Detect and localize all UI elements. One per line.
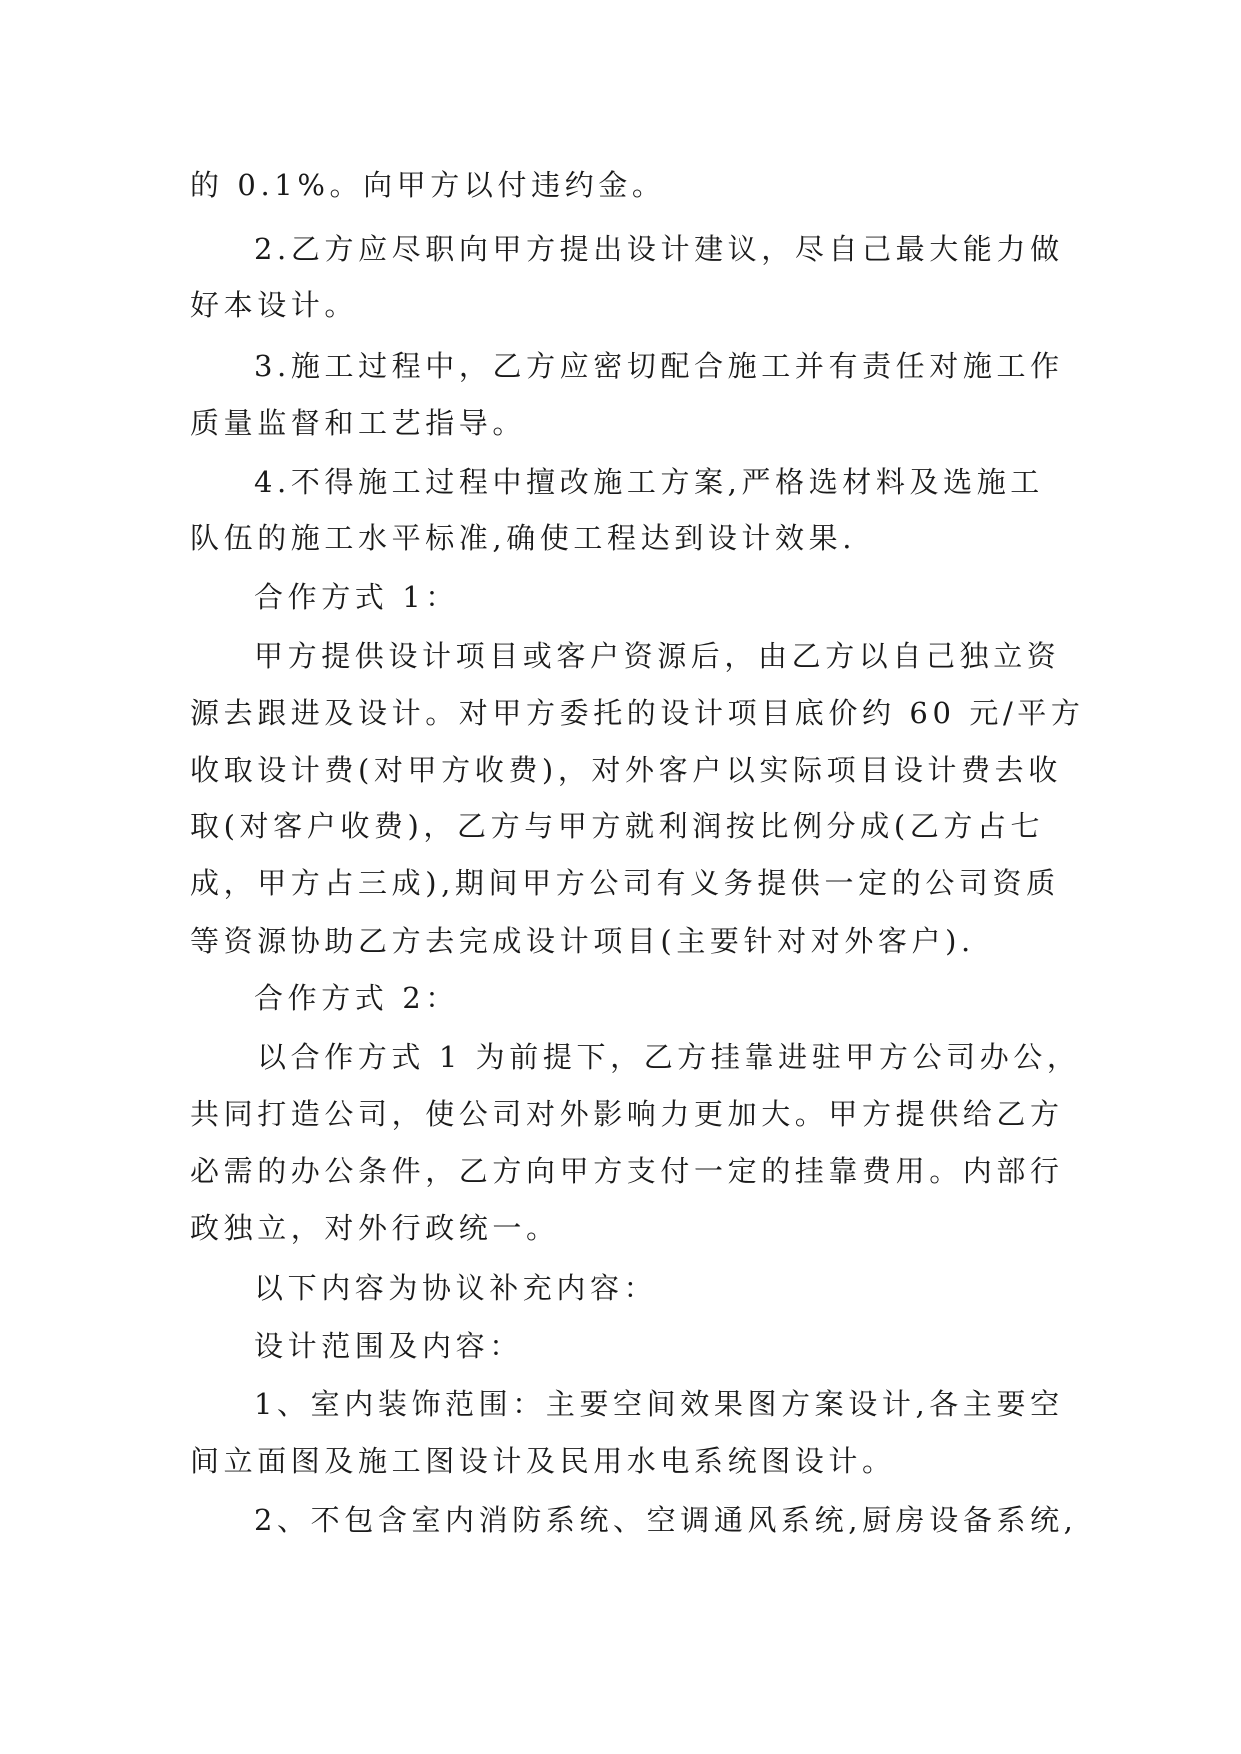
text-line: 2.乙方应尽职向甲方提出设计建议，尽自己最大能力做 [254, 232, 1064, 266]
text-line: 2、不包含室内消防系统、空调通风系统,厨房设备系统, [254, 1503, 1078, 1537]
text-line: 政独立，对外行政统一。 [190, 1211, 560, 1245]
text-line: 好本设计。 [190, 288, 359, 322]
text-line: 合作方式 2： [254, 981, 459, 1015]
text-line: 甲方提供设计项目或客户资源后，由乙方以自己独立资 [254, 639, 1061, 673]
text-line: 3.施工过程中，乙方应密切配合施工并有责任对施工作 [254, 349, 1064, 383]
text-line: 1、室内装饰范围：主要空间效果图方案设计,各主要空 [254, 1387, 1064, 1421]
text-line: 4.不得施工过程中擅改施工方案,严格选材料及选施工 [254, 465, 1044, 499]
text-line: 的 0.1%。向甲方以付违约金。 [190, 168, 666, 202]
text-line: 合作方式 1： [254, 580, 459, 614]
text-line: 以合作方式 1 为前提下，乙方挂靠进驻甲方公司办公， [257, 1040, 1081, 1074]
text-line: 间立面图及施工图设计及民用水电系统图设计。 [190, 1444, 896, 1478]
text-line: 必需的办公条件，乙方向甲方支付一定的挂靠费用。内部行 [190, 1154, 1064, 1188]
text-line: 设计范围及内容： [254, 1329, 523, 1363]
text-line: 质量监督和工艺指导。 [190, 406, 527, 440]
text-line: 取(对客户收费)，乙方与甲方就利润按比例分成(乙方占七 [190, 809, 1045, 843]
text-line: 等资源协助乙方去完成设计项目(主要针对对外客户). [190, 924, 975, 958]
text-line: 队伍的施工水平标准,确使工程达到设计效果. [190, 521, 857, 555]
text-line: 成，甲方占三成),期间甲方公司有义务提供一定的公司资质 [190, 866, 1060, 900]
text-line: 共同打造公司，使公司对外影响力更加大。甲方提供给乙方 [190, 1097, 1064, 1131]
text-line: 以下内容为协议补充内容： [254, 1271, 658, 1305]
text-line: 源去跟进及设计。对甲方委托的设计项目底价约 60 元/平方 [190, 696, 1085, 730]
text-line: 收取设计费(对甲方收费)，对外客户以实际项目设计费去收 [190, 753, 1062, 787]
